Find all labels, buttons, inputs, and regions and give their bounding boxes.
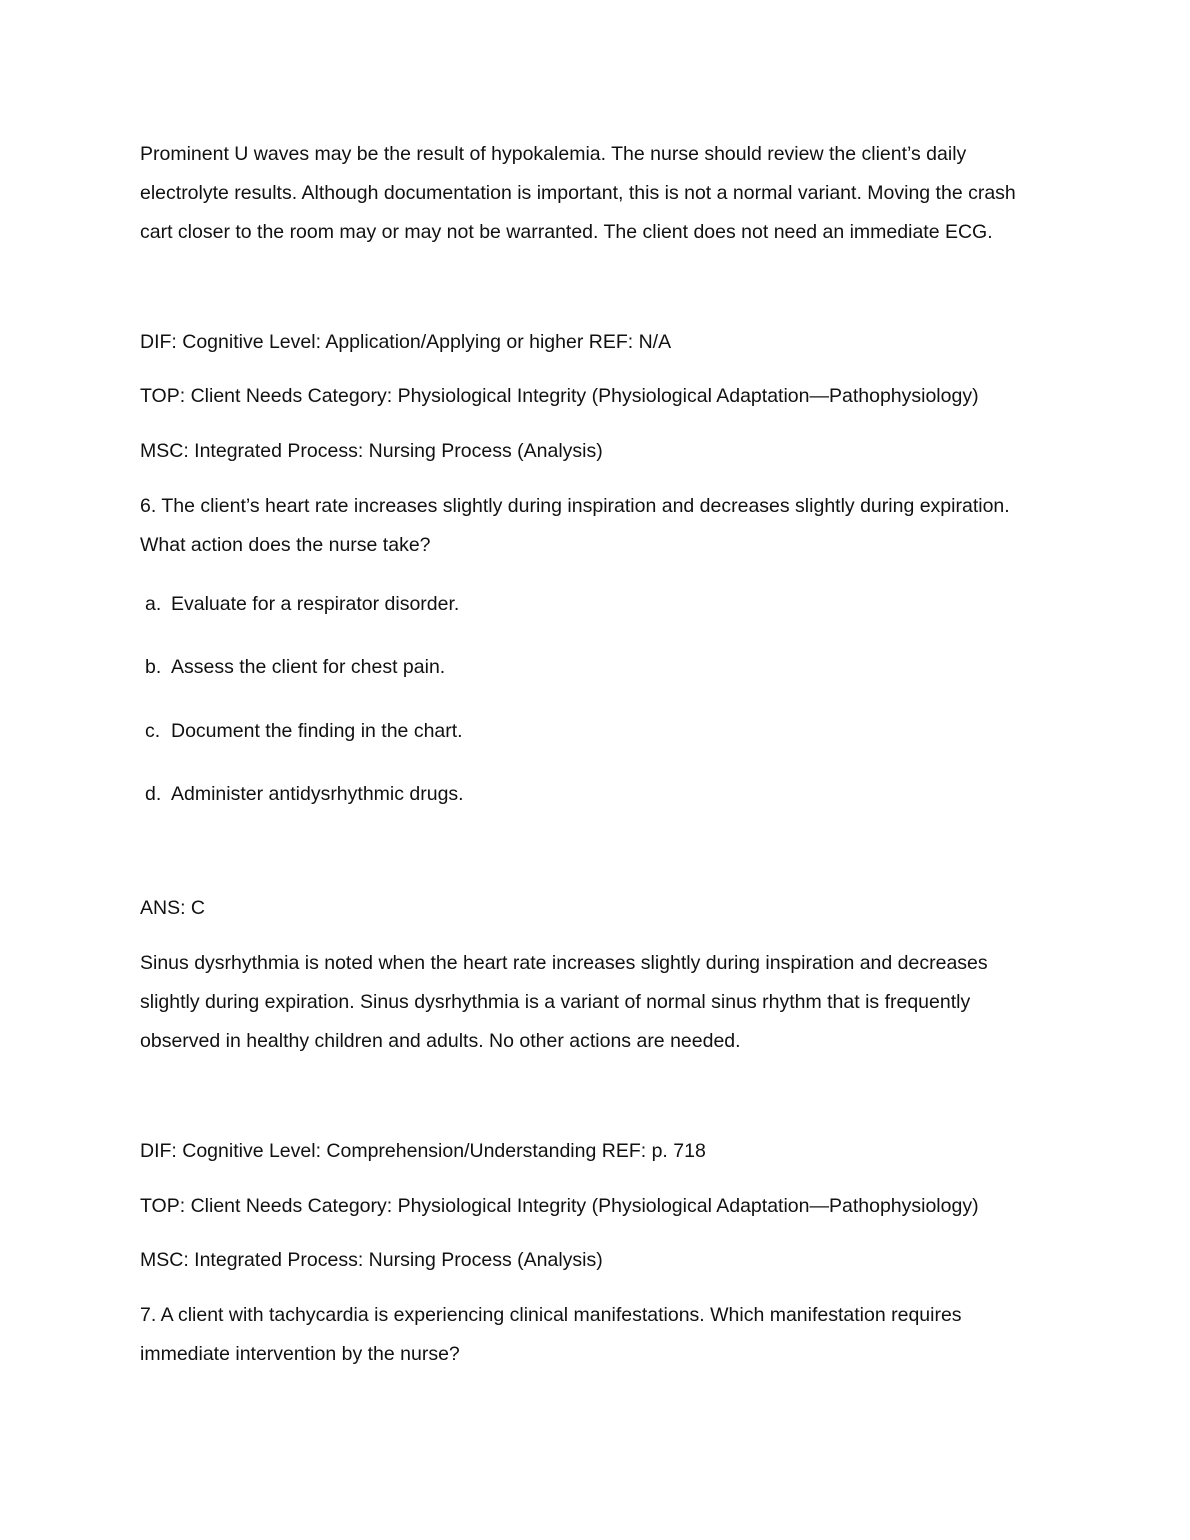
q6-option-d-text: Administer antidysrhythmic drugs. xyxy=(171,783,464,805)
q6-option-a-text: Evaluate for a respirator disorder. xyxy=(171,593,460,615)
q6-stem-line-1: 6. The client’s heart rate increases slightly during inspiration and decreases slightly during expiration. xyxy=(140,495,1010,517)
q5-msc: MSC: Integrated Process: Nursing Process (Analysis) xyxy=(140,440,603,462)
q6-option-c-text: Document the finding in the chart. xyxy=(171,720,463,742)
q6-option-d-letter: d. xyxy=(145,783,162,805)
q6-option-d xyxy=(145,782,464,806)
q6-answer: ANS: C xyxy=(140,897,206,919)
q7-stem-line-2: immediate intervention by the nurse? xyxy=(140,1343,460,1365)
q6-option-b-text: Assess the client for chest pain. xyxy=(171,656,446,678)
rationale-q5-line-3: cart closer to the room may or may not be warranted. The client does not need an immediate ECG. xyxy=(140,221,993,243)
q6-difficulty: DIF: Cognitive Level: Comprehension/Understanding REF: p. 718 xyxy=(140,1140,706,1162)
q6-option-c xyxy=(145,719,463,743)
rationale-q5-line-2: electrolyte results. Although documentation is important, this is not a normal variant. Moving the crash xyxy=(140,182,1016,204)
q6-option-a xyxy=(145,592,459,616)
q6-stem-line-2: What action does the nurse take? xyxy=(140,534,431,556)
q5-topic: TOP: Client Needs Category: Physiological Integrity (Physiological Adaptation—Pathophysiology) xyxy=(140,385,979,407)
q6-option-b xyxy=(145,655,445,679)
rationale-q5-line-1: Prominent U waves may be the result of hypokalemia. The nurse should review the client’s daily xyxy=(140,143,967,165)
q6-rationale-line-2: slightly during expiration. Sinus dysrhythmia is a variant of normal sinus rhythm that is frequently xyxy=(140,991,971,1013)
q7-stem-line-1: 7. A client with tachycardia is experiencing clinical manifestations. Which manifestation requires xyxy=(140,1304,962,1326)
q6-option-c-letter: c. xyxy=(145,720,161,742)
q6-option-a-letter: a. xyxy=(145,593,162,615)
q6-option-b-letter: b. xyxy=(145,656,162,678)
q6-msc: MSC: Integrated Process: Nursing Process (Analysis) xyxy=(140,1249,603,1271)
q6-topic: TOP: Client Needs Category: Physiological Integrity (Physiological Adaptation—Pathophysiology) xyxy=(140,1195,979,1217)
q6-rationale-line-1: Sinus dysrhythmia is noted when the heart rate increases slightly during inspiration and decreases xyxy=(140,952,988,974)
q6-rationale-line-3: observed in healthy children and adults. No other actions are needed. xyxy=(140,1030,741,1052)
q5-difficulty: DIF: Cognitive Level: Application/Applying or higher REF: N/A xyxy=(140,331,672,353)
